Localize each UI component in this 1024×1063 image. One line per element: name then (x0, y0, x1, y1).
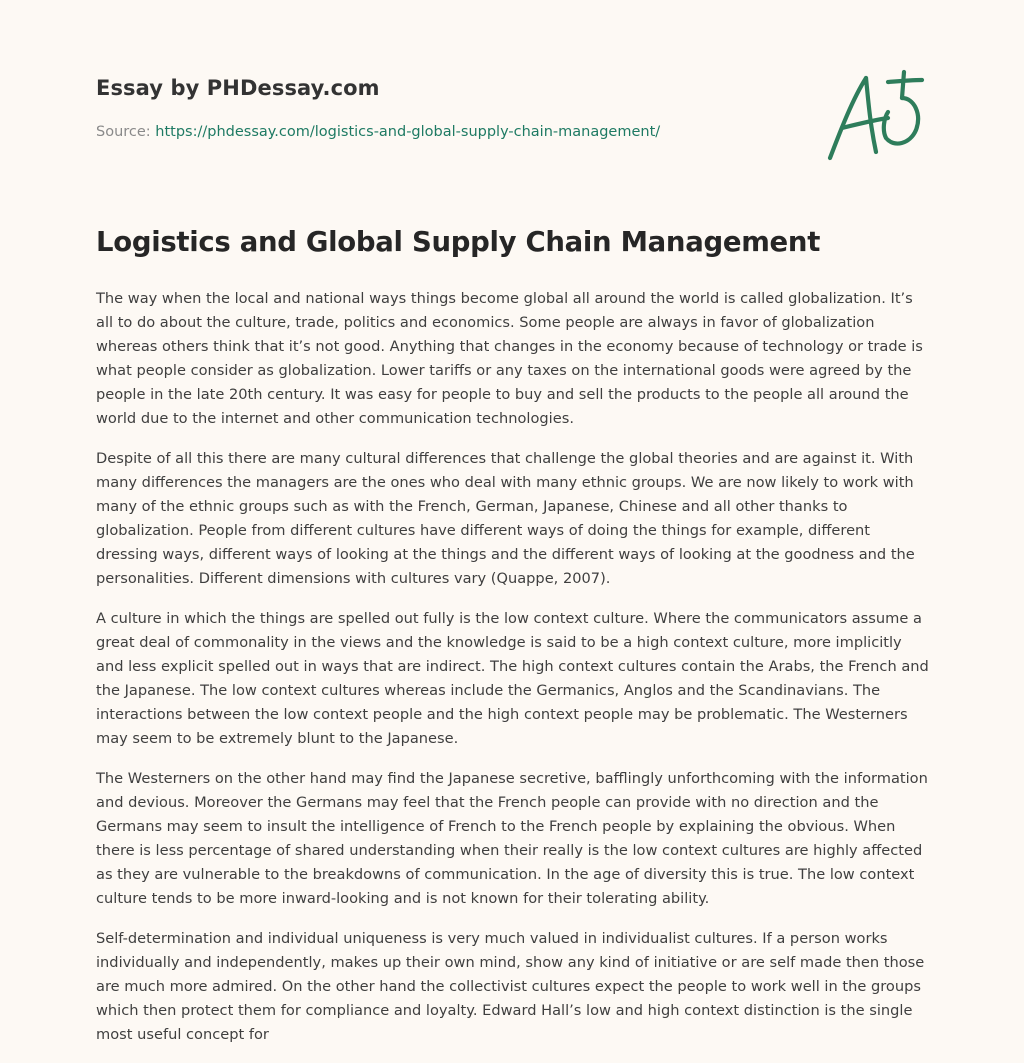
a-plus-logo (822, 68, 926, 164)
article-body (96, 287, 932, 1063)
site-brand: Essay by PHDessay.com (96, 76, 380, 100)
a-plus-logo-icon (822, 68, 926, 164)
source-line (96, 124, 660, 140)
paragraph: Despite of all this there are many cultural differences that challenge the global theories and are against it. With many differences the managers are the ones who deal with many ethnic groups. We are now likely to work with many of the ethnic groups such as with the French, German, Japanese, Chinese and all other thanks to globalization. People from different cultures have different ways of doing the things for example, different dressing ways, different ways of looking at the things and the different ways of looking at the goodness and the personalities. Different dimensions with cultures vary (Quappe, 2007). (96, 450, 915, 587)
article-title: Logistics and Global Supply Chain Management (96, 226, 821, 258)
paragraph: A culture in which the things are spelled out fully is the low context culture. Where the communicators assume a great deal of commonality in the views and the knowledge is said to be a high context culture, more implicitly and less explicit spelled out in ways that are indirect. The high context cultures contain the Arabs, the French and the Japanese. The low context cultures whereas include the Germanics, Anglos and the Scandinavians. The interactions between the low context people and the high context people may be problematic. The Westerners may seem to be extremely blunt to the Japanese. (96, 610, 929, 747)
paragraph: The Westerners on the other hand may find the Japanese secretive, bafflingly unforthcoming with the information and devious. Moreover the Germans may feel that the French people can provide with no direction and the Germans may seem to insult the intelligence of French to the French people by explaining the obvious. When there is less percentage of shared understanding when their really is the low context cultures are highly affected as they are vulnerable to the breakdowns of communication. In the age of diversity this is true. The low context culture tends to be more inward-looking and is not known for their tolerating ability. (96, 770, 928, 907)
source-link[interactable]: https://phdessay.com/logistics-and-global-supply-chain-management/ (155, 124, 661, 140)
paragraph: Self-determination and individual uniqueness is very much valued in individualist cultures. If a person works individually and independently, makes up their own mind, show any kind of initiative or are self made then those are much more admired. On the other hand the collectivist cultures expect the people to work well in the groups which then protect them for compliance and loyalty. Edward Hall’s low and high context distinction is the single most useful concept for (96, 930, 925, 1043)
paragraph: The way when the local and national ways things become global all around the world is called globalization. It’s all to do about the culture, trade, politics and economics. Some people are always in favor of globalization whereas others think that it’s not good. Anything that changes in the economy because of technology or trade is what people consider as globalization. Lower tariffs or any taxes on the international goods were agreed by the people in the late 20th century. It was easy for people to buy and sell the products to the people all around the world due to the internet and other communication technologies. (96, 290, 923, 427)
source-label: Source: (96, 124, 156, 140)
